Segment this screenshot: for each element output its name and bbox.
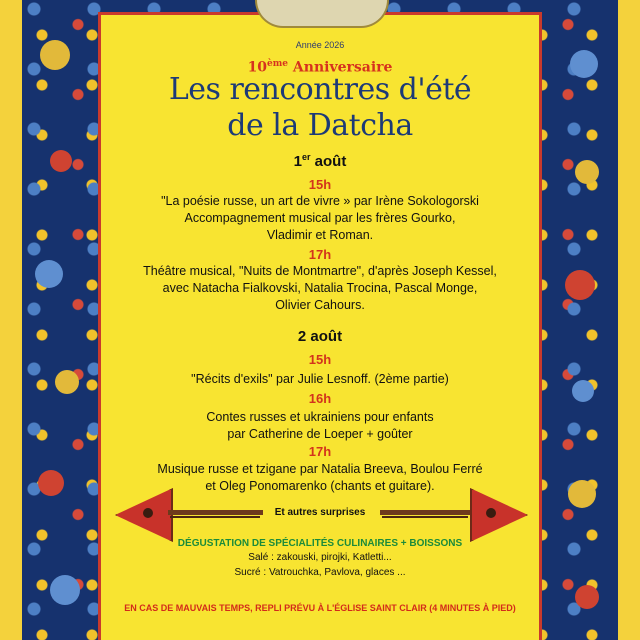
day2-date: 2 août: [297, 328, 343, 345]
day1-event2-line: avec Natacha Fialkovski, Natalia Trocina, Pascal Monge,: [162, 281, 478, 295]
right-yellow-strip: [618, 0, 640, 640]
day1-event2-line: Olivier Cahours.: [275, 298, 365, 312]
day1-event2-line: Théâtre musical, "Nuits de Montmartre", d'après Joseph Kessel,: [143, 264, 497, 278]
day2-event3-line: et Oleg Ponomarenko (chants et guitare).: [205, 479, 435, 493]
day1-event2-hour: 17h: [308, 247, 332, 262]
day1-event1-line: Vladimir et Roman.: [266, 228, 374, 242]
day2-event2-hour: 16h: [308, 391, 332, 406]
weather-notice: EN CAS DE MAUVAIS TEMPS, REPLI PRÉVU À L'ÉGLISE SAINT CLAIR (4 MINUTES À PIED): [124, 603, 516, 613]
left-yellow-strip: [0, 0, 22, 640]
day2-event2-line: Contes russes et ukrainiens pour enfants: [206, 410, 434, 424]
page-title-line2: de la Datcha: [227, 108, 413, 143]
degustation-title: DÉGUSTATION DE SPÉCIALITÉS CULINAIRES + BOISSONS: [177, 538, 463, 549]
day2-event1-hour: 15h: [308, 352, 332, 367]
day1-date: 1er août: [293, 152, 347, 170]
degustation-sucre: Sucré : Vatrouchka, Pavlova, glaces ...: [234, 567, 406, 578]
day1-event1-line: "La poésie russe, un art de vivre » par Irène Sokologorski: [161, 194, 479, 208]
day1-event1-line: Accompagnement musical par les frères Gourko,: [184, 211, 456, 225]
anniversary-label: 10ème Anniversaire: [247, 59, 393, 76]
day2-event2-line: par Catherine de Loeper + goûter: [227, 427, 413, 441]
day2-event3-line: Musique russe et tzigane par Natalia Breeva, Boulou Ferré: [157, 462, 483, 476]
day2-event3-hour: 17h: [308, 444, 332, 459]
page-title-line1: Les rencontres d'été: [168, 72, 472, 107]
top-emblem-image: [255, 0, 389, 28]
day2-event1-line: "Récits d'exils" par Julie Lesnoff. (2ème partie): [191, 372, 449, 386]
year-label: Année 2026: [295, 40, 345, 50]
degustation-sale: Salé : zakouski, pirojki, Katletti...: [248, 552, 392, 563]
day1-event1-hour: 15h: [308, 177, 332, 192]
surprises-label: Et autres surprises: [274, 507, 366, 518]
